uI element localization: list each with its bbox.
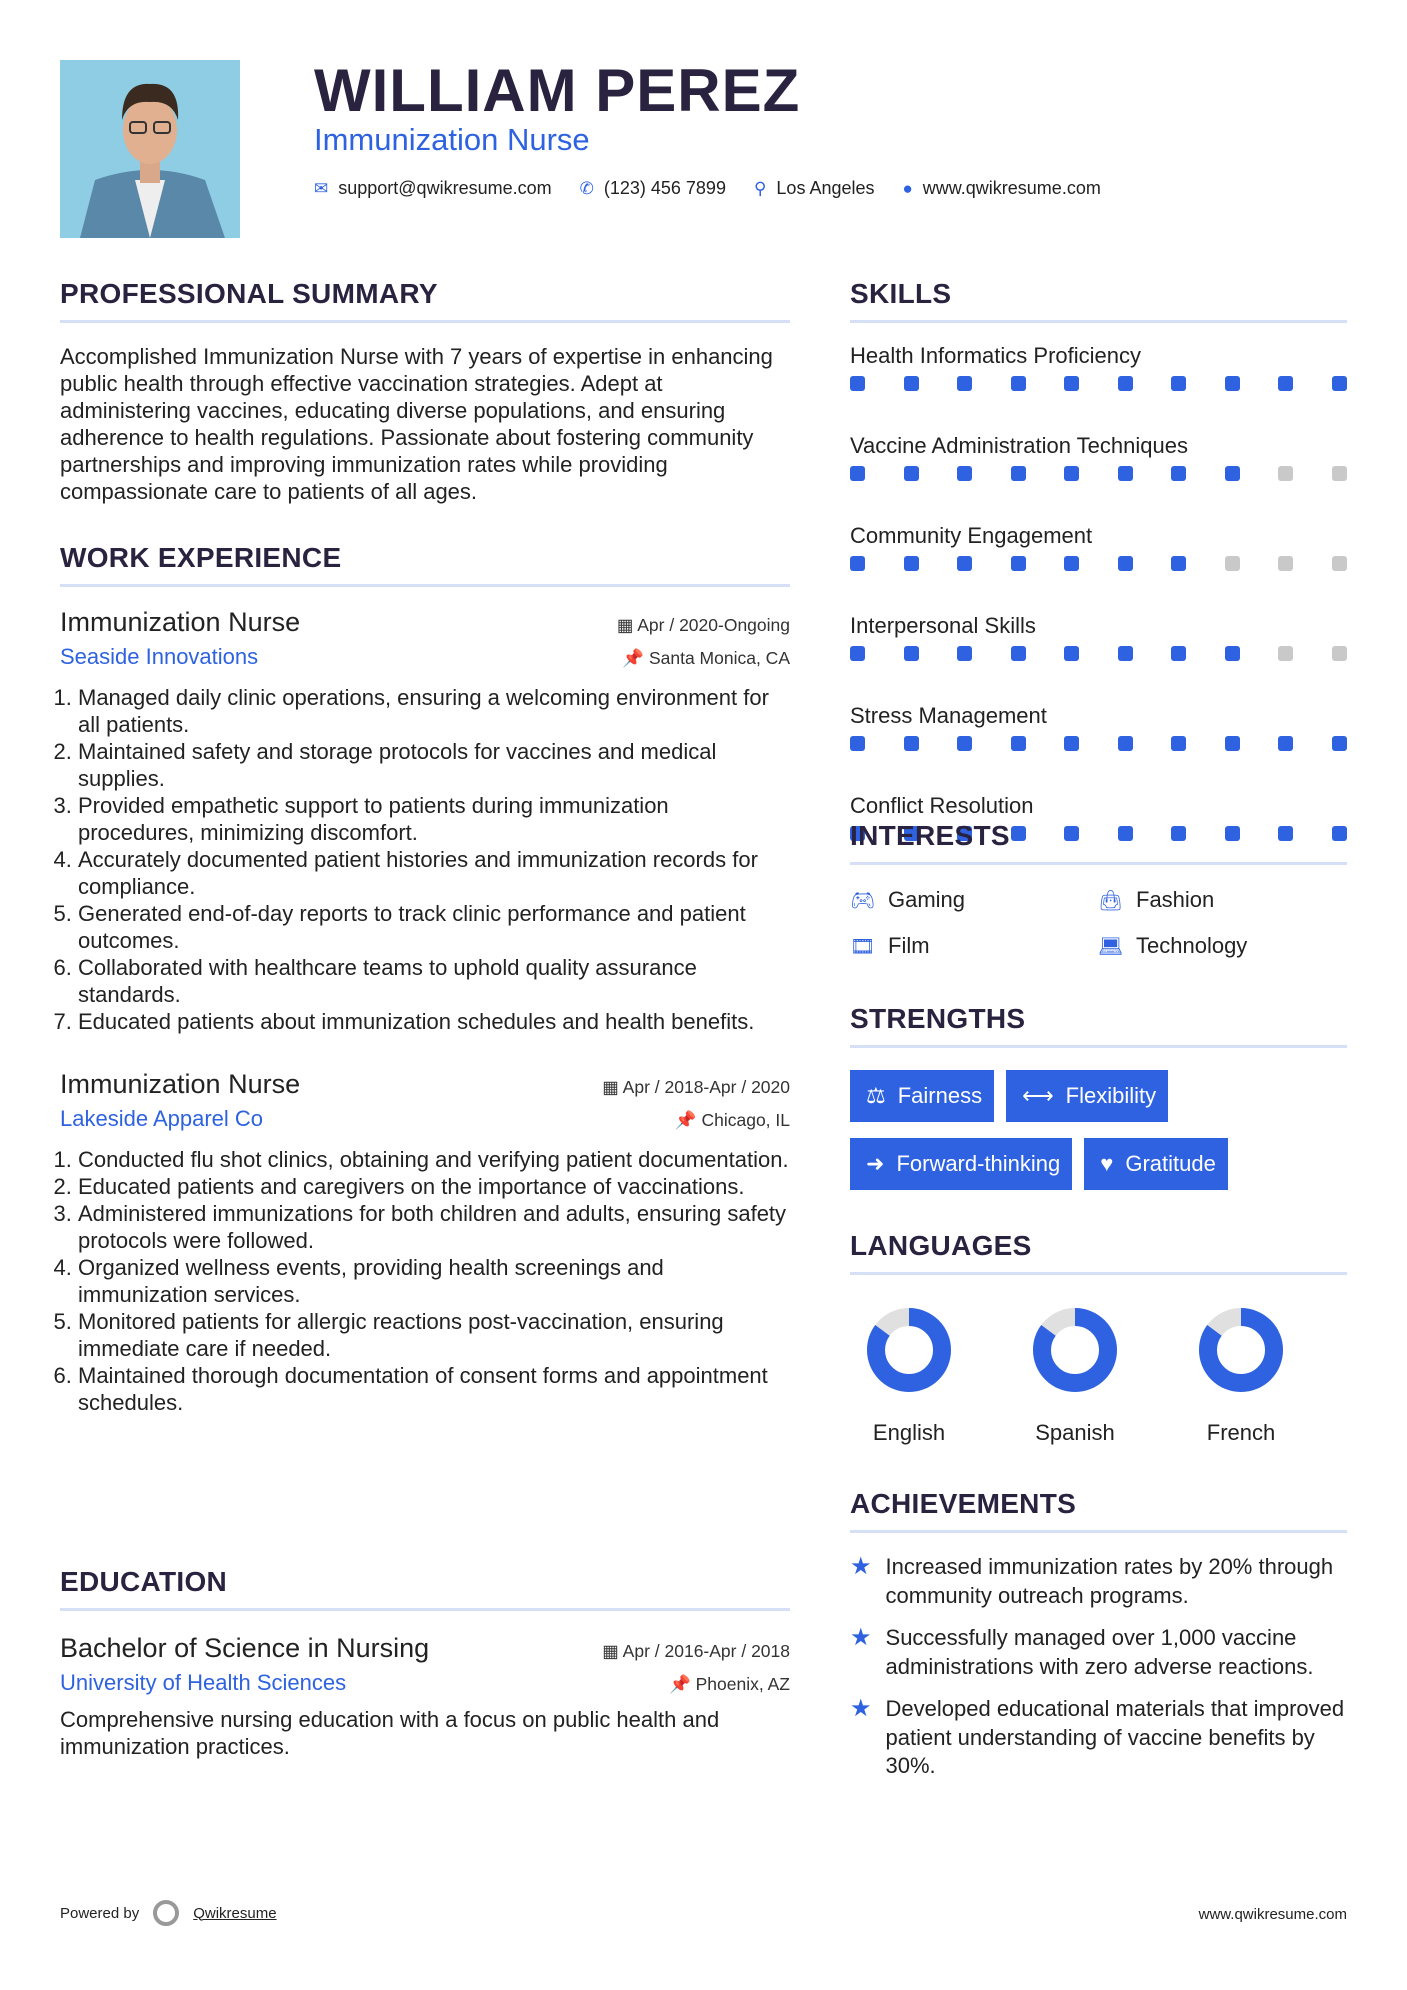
- job-location: Chicago, IL: [701, 1110, 790, 1130]
- skill-dot: [1171, 376, 1186, 391]
- language-name: English: [872, 1420, 946, 1445]
- skill-dot: [904, 376, 919, 391]
- skill-dot: [957, 376, 972, 391]
- skill-dot: [1064, 646, 1079, 661]
- phone: (123) 456 7899: [603, 178, 726, 198]
- skills-heading: SKILLS: [850, 278, 1347, 323]
- job-entry: [60, 1069, 790, 1416]
- achievement-item: [850, 1553, 1347, 1610]
- brand-link[interactable]: Qwikresume: [193, 1904, 277, 1922]
- skill-dot: [1225, 736, 1240, 751]
- work-heading: WORK EXPERIENCE: [60, 542, 790, 587]
- skill-name: Community Engagement: [850, 523, 1093, 548]
- envelope-icon: ✉: [314, 178, 329, 198]
- skill-name: Vaccine Administration Techniques: [850, 433, 1188, 458]
- laptop-icon: 💻︎: [1098, 935, 1124, 958]
- skill-name: Conflict Resolution: [850, 793, 1034, 818]
- skills-section: [850, 278, 1347, 883]
- pin-icon: 📌: [622, 648, 649, 668]
- skill-dot: [1064, 736, 1079, 751]
- skill-dot: [1118, 376, 1133, 391]
- skill-dot: [850, 736, 865, 751]
- skill-dot: [1332, 736, 1347, 751]
- skill-rating: [850, 646, 1347, 661]
- interest-item: [1098, 923, 1346, 969]
- school: University of Health Sciences: [60, 1670, 347, 1695]
- skill-dot: [904, 646, 919, 661]
- skill-dot: [1011, 466, 1026, 481]
- strengths-section: [850, 1003, 1347, 1190]
- list-item: 4. Organized wellness events, providing health screenings and immunization services.: [78, 1254, 790, 1308]
- skill-dot: [904, 466, 919, 481]
- skill-dot: [1225, 466, 1240, 481]
- globe-icon: ●: [902, 178, 913, 198]
- languages-section: [850, 1230, 1347, 1450]
- interest-item: [850, 923, 1098, 969]
- skill-dot: [1171, 466, 1186, 481]
- edu-location: Phoenix, AZ: [695, 1674, 790, 1694]
- language-item: [839, 1300, 979, 1446]
- arrow-right-icon: ➜: [866, 1151, 885, 1176]
- location: Los Angeles: [776, 178, 875, 198]
- list-item: 4. Accurately documented patient histories and immunization records for compliance.: [78, 846, 790, 900]
- calendar-icon: ▦: [602, 1077, 623, 1097]
- language-name: Spanish: [1035, 1420, 1115, 1445]
- list-item: 2. Maintained safety and storage protocols for vaccines and medical supplies.: [78, 738, 790, 792]
- skill-dot: [1118, 646, 1133, 661]
- list-item: 6. Maintained thorough documentation of consent forms and appointment schedules.: [78, 1362, 790, 1416]
- strength-badge: [850, 1138, 1072, 1190]
- skill-dot: [1118, 736, 1133, 751]
- skill-dot: [1278, 376, 1293, 391]
- skill-dot: [1011, 736, 1026, 751]
- skill-dot: [1064, 466, 1079, 481]
- skill-dot: [1171, 646, 1186, 661]
- edu-text: Comprehensive nursing education with a focus on public health and immunization practices.: [60, 1707, 720, 1759]
- skill-dot: [850, 646, 865, 661]
- contact-bar: [314, 178, 1119, 199]
- language-name: French: [1206, 1420, 1276, 1445]
- job-duties: [60, 1146, 790, 1416]
- list-item: 3. Provided empathetic support to patients during immunization procedures, minimizing discomfort.: [78, 792, 790, 846]
- achievement-text: Developed educational materials that improved patient understanding of vaccine benefits by 30%.: [885, 1696, 1345, 1778]
- interest-label: Gaming: [888, 887, 966, 912]
- list-item: 5. Monitored patients for allergic reactions post-vaccination, ensuring immediate care if needed.: [78, 1308, 790, 1362]
- skill-rating: [850, 376, 1347, 391]
- skill-dot: [850, 556, 865, 571]
- education-section: [60, 1566, 790, 1760]
- skill-dot: [1011, 376, 1026, 391]
- achievement-item: [850, 1695, 1347, 1781]
- map-marker-icon: ⚲: [753, 178, 767, 198]
- skill-name: Stress Management: [850, 703, 1047, 728]
- email[interactable]: support@qwikresume.com: [338, 178, 552, 198]
- skill-dot: [1171, 556, 1186, 571]
- strengths-heading: STRENGTHS: [850, 1003, 1347, 1048]
- skill-dot: [957, 466, 972, 481]
- achievements-section: [850, 1488, 1347, 1795]
- interest-label: Technology: [1136, 933, 1248, 958]
- skill-dot: [957, 556, 972, 571]
- bag-icon: 👜︎: [1098, 889, 1124, 912]
- phone-icon: ✆: [579, 178, 594, 198]
- language-donut: [859, 1300, 959, 1400]
- balance-scale-icon: ⚖: [866, 1083, 886, 1108]
- skill-dot: [1118, 556, 1133, 571]
- list-item: 1. Conducted flu shot clinics, obtaining and verifying patient documentation.: [78, 1146, 790, 1173]
- job-entry: [60, 607, 790, 1035]
- skill-dot: [957, 646, 972, 661]
- skill-dot: [850, 376, 865, 391]
- pin-icon: 📌: [668, 1674, 696, 1694]
- language-donut: [1191, 1300, 1291, 1400]
- strength-label: Flexibility: [1065, 1083, 1157, 1108]
- achievement-text: Successfully managed over 1,000 vaccine administrations with zero adverse reactions.: [885, 1625, 1314, 1679]
- arrows-h-icon: ⟷: [1022, 1083, 1054, 1108]
- strength-label: Gratitude: [1125, 1151, 1216, 1176]
- edu-date: Apr / 2016-Apr / 2018: [622, 1641, 790, 1661]
- heart-icon: ♥: [1100, 1151, 1114, 1176]
- skill-rating: [850, 556, 1347, 571]
- footer-powered: [60, 1900, 277, 1926]
- star-icon: ★: [850, 1624, 872, 1651]
- skill-dot: [957, 736, 972, 751]
- strength-label: Forward-thinking: [896, 1151, 1061, 1176]
- achievement-text: Increased immunization rates by 20% through community outreach programs.: [885, 1554, 1334, 1608]
- skill-name: Health Informatics Proficiency: [850, 343, 1141, 368]
- candidate-name: WILLIAM PEREZ: [314, 57, 801, 124]
- skill-dot: [1064, 376, 1079, 391]
- list-item: 5. Generated end-of-day reports to track clinic performance and patient outcomes.: [78, 900, 790, 954]
- skill-dot: [1332, 376, 1347, 391]
- skill-dot: [1011, 556, 1026, 571]
- interests-section: [850, 820, 1347, 969]
- list-item: 1. Managed daily clinic operations, ensuring a welcoming environment for all patients.: [78, 684, 790, 738]
- star-icon: ★: [850, 1553, 872, 1580]
- work-section: [60, 542, 790, 1416]
- skill-dot: [1118, 466, 1133, 481]
- gamepad-icon: 🎮︎: [850, 889, 876, 912]
- job-date: Apr / 2018-Apr / 2020: [622, 1077, 790, 1097]
- skill-dot: [1278, 736, 1293, 751]
- interests-heading: INTERESTS: [850, 820, 1347, 865]
- powered-by: Powered by: [60, 1904, 140, 1922]
- skill-dot: [1332, 646, 1347, 661]
- job-date: Apr / 2020-Ongoing: [637, 615, 790, 635]
- footer-url[interactable]: www.qwikresume.com: [1198, 1906, 1347, 1923]
- interest-label: Fashion: [1136, 887, 1215, 912]
- list-item: 2. Educated patients and caregivers on the importance of vaccinations.: [78, 1173, 790, 1200]
- languages-heading: LANGUAGES: [850, 1230, 1347, 1275]
- interest-item: [1098, 877, 1346, 923]
- summary-text: Accomplished Immunization Nurse with 7 years of expertise in enhancing public health through effective vaccination strategies. Adept at administering vaccines, educating diverse populations, and ensuring adherence to health regulations. Passionate about fostering community partnerships and improving immunization rates while providing compassionate care to patients of all ages.: [60, 344, 773, 504]
- skill-dot: [1225, 376, 1240, 391]
- skill-rating: [850, 466, 1347, 481]
- job-company: Seaside Innovations: [60, 644, 259, 669]
- skill-rating: [850, 736, 1347, 751]
- calendar-icon: ▦: [616, 615, 638, 635]
- strength-badge: [1006, 1070, 1168, 1122]
- achievement-item: [850, 1624, 1347, 1681]
- summary-heading: PROFESSIONAL SUMMARY: [60, 278, 790, 323]
- language-item: [1171, 1300, 1311, 1446]
- language-donut: [1025, 1300, 1125, 1400]
- job-duties: [60, 684, 790, 1035]
- list-item: 7. Educated patients about immunization schedules and health benefits.: [78, 1008, 790, 1035]
- skill-name: Interpersonal Skills: [850, 613, 1036, 638]
- skill-dot: [904, 736, 919, 751]
- skill-dot: [904, 556, 919, 571]
- skill-dot: [1064, 556, 1079, 571]
- interest-label: Film: [888, 933, 930, 958]
- film-icon: 🎞︎: [850, 935, 876, 958]
- list-item: 3. Administered immunizations for both children and adults, ensuring safety protocols were followed.: [78, 1200, 790, 1254]
- job-company: Lakeside Apparel Co: [60, 1106, 264, 1131]
- website[interactable]: www.qwikresume.com: [922, 178, 1101, 198]
- achievements-heading: ACHIEVEMENTS: [850, 1488, 1347, 1533]
- strength-badge: [850, 1070, 994, 1122]
- skill-dot: [1332, 466, 1347, 481]
- summary-section: [60, 278, 790, 505]
- profile-photo: [60, 60, 240, 238]
- job-title: Immunization Nurse: [60, 607, 301, 637]
- strength-label: Fairness: [897, 1083, 983, 1108]
- education-heading: EDUCATION: [60, 1566, 790, 1611]
- skill-dot: [1278, 466, 1293, 481]
- interest-item: [850, 877, 1098, 923]
- skill-dot: [1332, 556, 1347, 571]
- skill-dot: [1278, 556, 1293, 571]
- language-item: [1005, 1300, 1145, 1446]
- skill-dot: [1225, 646, 1240, 661]
- strength-badge: [1084, 1138, 1228, 1190]
- job-title: Immunization Nurse: [60, 1069, 301, 1099]
- star-icon: ★: [850, 1695, 872, 1722]
- list-item: 6. Collaborated with healthcare teams to uphold quality assurance standards.: [78, 954, 790, 1008]
- pin-icon: 📌: [674, 1110, 702, 1130]
- calendar-icon: ▦: [602, 1641, 623, 1661]
- skill-dot: [850, 466, 865, 481]
- qwikresume-logo-icon: [153, 1900, 179, 1926]
- candidate-title: Immunization Nurse: [314, 122, 590, 157]
- skill-dot: [1225, 556, 1240, 571]
- skill-dot: [1278, 646, 1293, 661]
- job-location: Santa Monica, CA: [648, 648, 790, 668]
- degree: Bachelor of Science in Nursing: [60, 1633, 430, 1663]
- skill-dot: [1011, 646, 1026, 661]
- skill-dot: [1171, 736, 1186, 751]
